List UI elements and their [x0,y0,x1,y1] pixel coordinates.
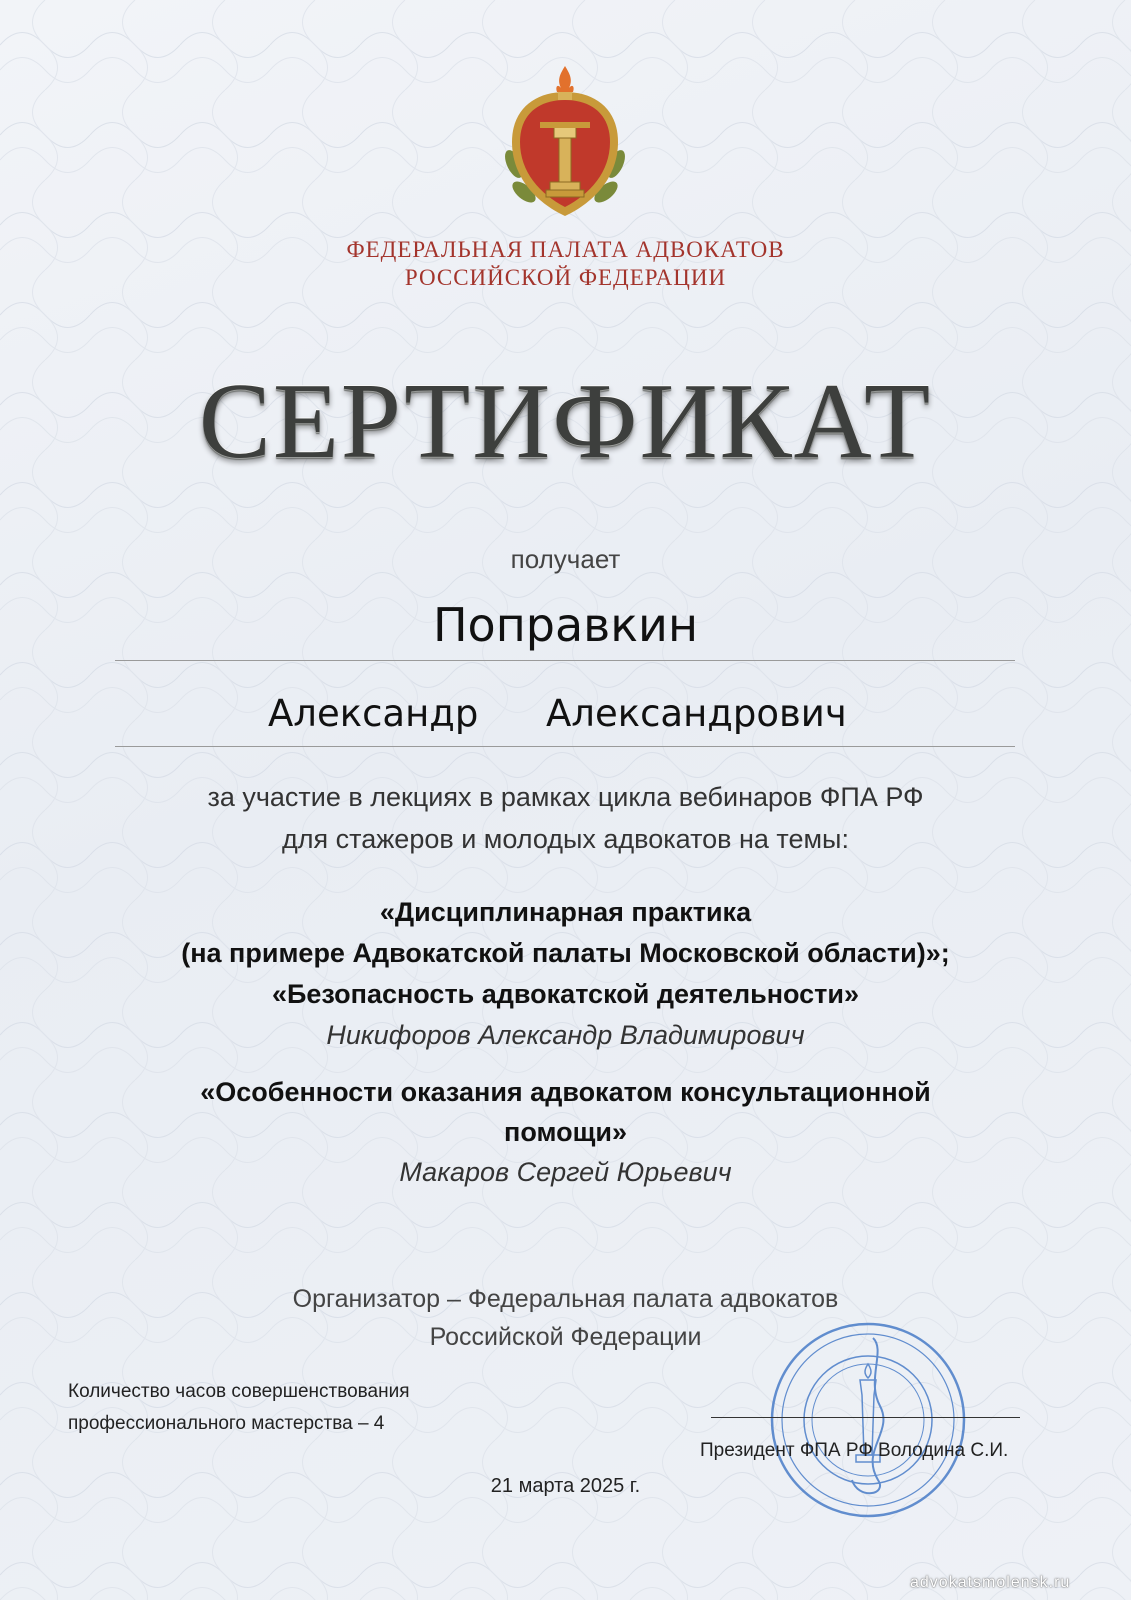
issue-date: 21 марта 2025 г. [490,1475,641,1497]
organizer-line1: Организатор – Федеральная палата адвокатов [292,1285,839,1313]
topic-lecturer: Никифоров Александр Владимирович [326,1020,805,1050]
organization-name-line1: ФЕДЕРАЛЬНАЯ ПАЛАТА АДВОКАТОВ [346,237,785,262]
organizer-line2: Российской Федерации [429,1323,702,1351]
description-line2: для стажеров и молодых адвокатов на темы: [282,824,849,854]
hours-line2: профессионального мастерства – 4 [68,1413,385,1434]
topic-title-line: помощи» [504,1117,627,1147]
organization-name-line2: РОССИЙСКОЙ ФЕДЕРАЦИИ [404,265,727,290]
source-watermark: advokatsmolensk.ru [910,1574,1071,1591]
certificate-title: СЕРТИФИКАТ [198,362,933,481]
topic-title-line: «Безопасность адвокатской деятельности» [271,979,860,1009]
president-signature-label: Президент ФПА РФ Володина С.И. [700,1440,1009,1461]
topic-title-line: «Особенности оказания адвокатом консультационной [200,1077,931,1107]
recipient-patronymic: Александрович [546,692,847,735]
hours-line1: Количество часов совершенствования [68,1381,410,1402]
recipient-first-name: Александр [268,692,479,735]
name-underline [115,746,1015,747]
description-line1: за участие в лекциях в рамках цикла вебинаров ФПА РФ [207,782,924,812]
bar-association-emblem-icon [500,64,630,224]
topic-title-line: (на примере Адвокатской палаты Московской области)»; [181,938,950,968]
signature-line [711,1417,1020,1418]
surname-underline [115,660,1015,661]
receives-label: получает [510,544,621,574]
topic-lecturer: Макаров Сергей Юрьевич [399,1157,732,1187]
topic-title-line: «Дисциплинарная практика [379,897,752,927]
recipient-surname: Поправкин [432,598,699,652]
